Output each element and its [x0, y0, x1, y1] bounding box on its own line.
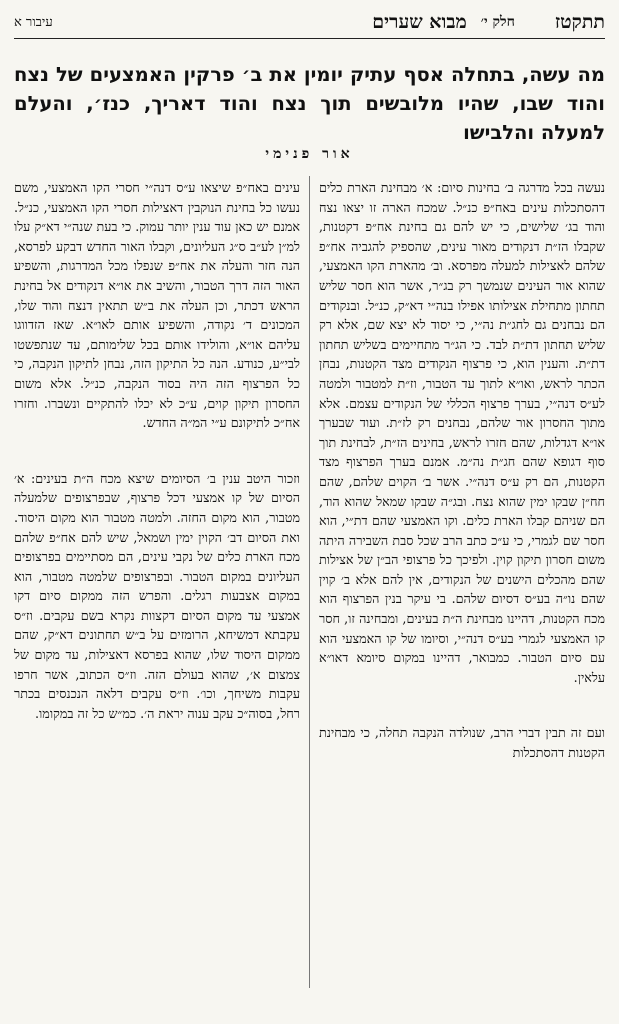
section-heading: אור פנימי: [265, 146, 354, 162]
main-title-text: מה עשה, בתחלה אסף עתיק יומין את ב׳ פרקין האמצעים של נצח והוד שבו, שהיו מלובשים תוך נצח והוד דאריך, כנז׳, והעלם למעלה והלבישו: [14, 63, 605, 144]
running-header: [14, 8, 605, 36]
right-paragraph: נעשה בכל מדרגה ב׳ בחינות סיום: א׳ מבחינת הארת כלים דהסתכלות עינים באח״פ כנ״ל. שמכח הארה זו יצאו נצח והוד בג׳ שלישים, כי יש להם גם בחינת אח״פ דקטנות, שקבלו הז״ת דנקודים מאור עינים, שהספיק להגביה אח״פ שלהם לאצילות למעלה מפרסא. וב׳ מהארת הקו האמצעי, שהוא אור העינים שנמשך רק בג״ר, אשר הוא חסר שליש תחתון מתחילת אצילותו אפילו בנה״י דא״ק, כנ״ל. ובנקודים הם נבחנים גם לחג״ת נה״י, כי יסוד לא יצא שם, אלא רק שליש תחתון דת״ת לבד. כי הג״ר מתחיימים בשליש תחתון דת״ת. והענין הוא, כי פרצוף הנקודים מצד הקטנות, נבחן הכתר לראש, ואו״א לתוך עד הטבור, וז״ת למטבור ולמטה לע״ס דנה״י, בערך פרצוף הכללי של הנקודים עצמם. אלא מתוך החסרון אור שלהם, נבחנים רק לז״ת. ועוד שבערך או״א דגדלות, שהם חזרו לראש, בחינים הז״ת, לבחינת תוך סוף דגופא שהם חג״ת נה״מ. אמנם בערך הפרצוף מצד הקטנות, הם רק ע״ס דנה״י. אשר ב׳ הקוים שלהם, שהם חח״ן שבקו ימין שהוא נצח. ובג״ה שבקו שמאל שהוא הוד, הם שניהם קבלו הארת כלים. וקו האמצעי שהם דת״י, הוא חסר שם לגמרי, כי ע״כ כתב הרב שכל סבת השבירה היתה משום חסרון תיקון קוין. ולפיכך כל פרצופי הב״ן של אצילות שהם מהכלים הישנים של הנקודים, אין להם אלא ב׳ קוין שהם נו״ה בע״ס דסיום שלהם. בי עיקר בנין הפרצוף הוא מכח הקטנות, דהיינו מבחינת ה״ת בעינים, ומבחינה זו, חסר קו האמצעי לגמרי בע״ס דנה״י, וסיומו של קו האמצעי הוא עם סיום הטבור. כמבואר, דהיינו במקום סיומא דאו״א עלאין.: [319, 180, 605, 685]
section-label: עיבור א: [14, 15, 53, 30]
right-paragraph: ועם זה תבין דברי הרב, שנולדה הנקבה תחלה, כי מבחינת הקטנות דהסתכלות: [319, 725, 605, 761]
column-divider: [309, 176, 310, 988]
header-rule: [14, 38, 605, 39]
left-paragraph: עינים באח״פ שיצאו ע״ס דנה״י חסרי הקו האמצעי, משם נעשו כל בחינת הנוקבין דאצילות חסרי הקו האמצעי, כנ״ל. אמנם יש כאן עוד ענין יותר עמוק. כי בעת שנה״י דא״ק עלו למ״ן לע״ב ס״ג העליונים, וקבלו האור החדש דבקע לפרסא, הנה חזר והעלה את אח״פ שנפלו מכל המדרגות, והשפיע האור הזה דרך הטבור, והשיב את או״א דנקודים אל בחינת הראש דכתר, וכן העלה את ב״ש תתאין דנצח והוד שלו, המכונים ד׳ נקודה, והשפיע אותם לאו״א. שאז הזדווגו עליהם או״א, והולידו אותם בכל שלימותם, עד שנתפשטו לבי״ע, כנודע. הנה כל התיקון הזה, נבחן לתיקון הנקבה, כי כל הפרצוף הזה היה בסוד הנקבה, כנ״ל. אלא משום החסרון תיקון קוים, ע״כ לא יכלו להתקיים ונשברו. וחזרו אח״כ לתיקונם ע״י המ״ה החדש.: [14, 180, 300, 431]
left-paragraph: וזכור היטב ענין ב׳ הסיומים שיצא מכח ה״ת בעינים: א׳ הסיום של קו אמצעי דכל פרצוף, שבפרצופים שלמעלה מטבור, הוא מקום החזה. ולמטה מטבור הוא מקום היסוד. ואת הסיום דב׳ הקוין ימין ושמאל, שיש להם אח״פ שלהם מכח הארת כלים של נקבי עינים, הם מסתיימים בפרצופים העליונים במקום הטבור. ובפרצופים שלמטה מטבור, הוא במקום אצבעות רגלים. והפרש הזה ממקום סיום דקו אמצעי עד מקום הסיום דקצוות נקרא בשם עקבים. וז״ס עקבתא דמשיחא, הרומזים על ב״ש תחתונים דא״ק, שהם ממקום היסוד שלו, שהוא בפרסא דאצילות, עד מקום של צמצום א׳, שהוא בעולם הזה. וז״ס הכתוב, אשר חרפו עקבות משיחך, וכו׳. וז״ס עקבים דלאה הנכנסים בכתר רחל, בסוה״כ עקב ענוה יראת ה׳. כמ״ש כל זה במקומו.: [14, 470, 300, 721]
right-column: [319, 178, 605, 992]
part-label: חלק י׳: [480, 13, 515, 30]
book-title: מבוא שערים: [372, 10, 467, 33]
left-column: [14, 178, 300, 992]
page-number: תתקטז: [554, 10, 605, 33]
